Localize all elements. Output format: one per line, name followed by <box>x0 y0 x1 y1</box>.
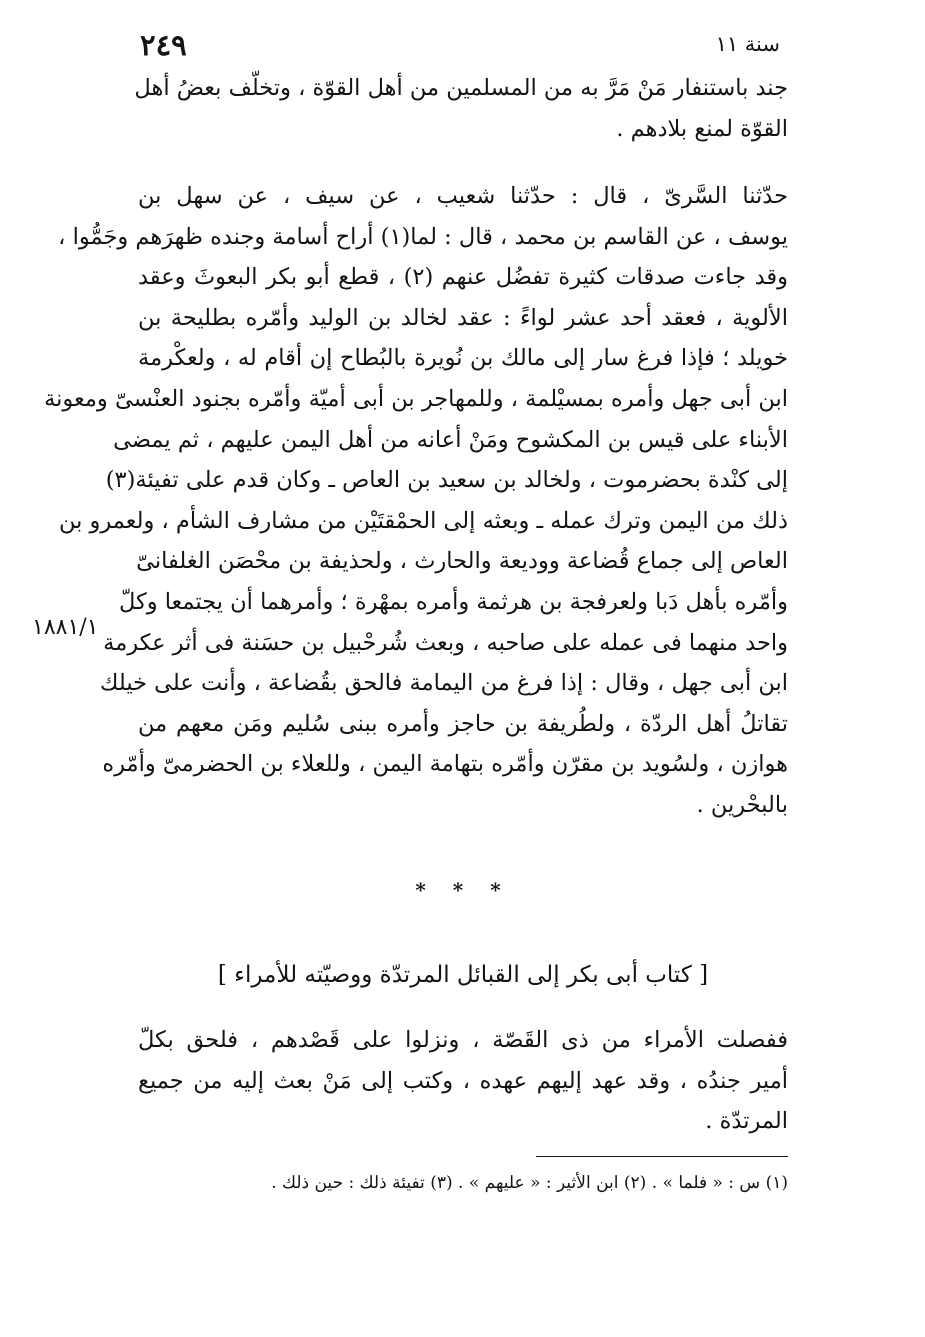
paragraph-1 <box>134 68 788 149</box>
text-line: تقاتلُ أهل الردّة ، ولطُريفة بن حاجز وأمره ببنى سُليم ومَن معهم من <box>138 710 788 737</box>
paragraph-3 <box>138 1020 788 1142</box>
text-line: حدّثنا السَّرىّ ، قال : حدّثنا شعيب ، عن سيف ، عن سهل بن <box>138 183 788 209</box>
text-line: خويلد ؛ فإذا فرغ سار إلى مالك بن نُويرة بالبُطاح إن أقام له ، ولعكْرمة <box>138 345 788 372</box>
text-line: وقد جاءت صدقات كثيرة تفضُل عنهم (٢) ، قطع أبو بكر البعوثَ وعقد <box>138 264 788 291</box>
text-line: العاص إلى جماع قُضاعة ووديعة والحارث ، ولحذيفة بن محْصَن الغلفانىّ <box>136 548 788 575</box>
page-header <box>140 28 780 68</box>
text-line: وأمّره بأهل دَبا ولعرفجة بن هرثمة وأمره بمهْرة ؛ وأمرهما أن يجتمعا وكلّ <box>118 588 788 615</box>
text-line: الأبناء على قيس بن المكشوح ومَنْ أعانه من أهل اليمن عليهم ، ثم يمضى <box>113 426 788 453</box>
section-separator: * * * <box>415 878 511 902</box>
text-line: إلى كنْدة بحضرموت ، ولخالد بن سعيد بن العاص ـ وكان قدم على تفيئة(٣) <box>105 467 788 494</box>
text-line: المرتدّة . <box>705 1108 788 1135</box>
text-line: ابن أبى جهل ، وقال : إذا فرغ من اليمامة فالحق بقُضاعة ، وأنت على خيلك <box>99 670 788 697</box>
text-line: يوسف ، عن القاسم بن محمد ، قال : لما(١) أراح أسامة وجنده ظهرَهم وجَمُّوا ، <box>58 223 788 250</box>
text-line: ذلك من اليمن وترك عمله ـ وبعثه إلى الحمْقتَيْن من مشارف الشأم ، ولعمرو بن <box>58 507 788 534</box>
page-number: ٢٤٩ <box>140 28 187 62</box>
text-line: الألوية ، فعقد أحد عشر لواءً : عقد لخالد بن الوليد وأمّره بطليحة بن <box>138 304 788 331</box>
footnotes: (١) س : « فلما » . (٢) ابن الأثير : « عليهم » . (٣) تفيئة ذلك : حين ذلك . <box>271 1173 788 1193</box>
running-head: سنة ١١ <box>715 32 780 56</box>
footnote-divider <box>536 1156 788 1157</box>
text-line: جند باستنفار مَنْ مَرَّ به من المسلمين من أهل القوّة ، وتخلّف بعضُ أهل <box>134 75 788 101</box>
text-line: ابن أبى جهل وأمره بمسيْلمة ، وللمهاجر بن أبى أميّة وأمّره بجنود العنْسىّ ومعونة <box>44 385 788 412</box>
text-line: هوازن ، ولسُويد بن مقرّن وأمّره بتهامة اليمن ، وللعلاء بن الحضرمىّ وأمّره <box>102 751 788 778</box>
text-line: القوّة لمنع بلادهم . <box>616 115 788 142</box>
margin-reference: ١٨٨١/١ <box>32 615 99 640</box>
text-line: ففصلت الأمراء من ذى القَصّة ، ونزلوا على قَصْدهم ، فلحق بكلّ <box>138 1027 788 1053</box>
text-line: بالبحْرين . <box>696 791 788 818</box>
section-heading: [ كتاب أبى بكر إلى القبائل المرتدّة ووصيّته للأمراء ] <box>217 962 709 988</box>
text-line: أمير جندُه ، وقد عهد إليهم عهده ، وكتب إلى مَنْ بعث إليه من جميع <box>138 1067 788 1094</box>
text-line: واحد منهما فى عمله على صاحبه ، وبعث شُرحْبيل بن حسَنة فى أثر عكرمة <box>103 629 788 656</box>
